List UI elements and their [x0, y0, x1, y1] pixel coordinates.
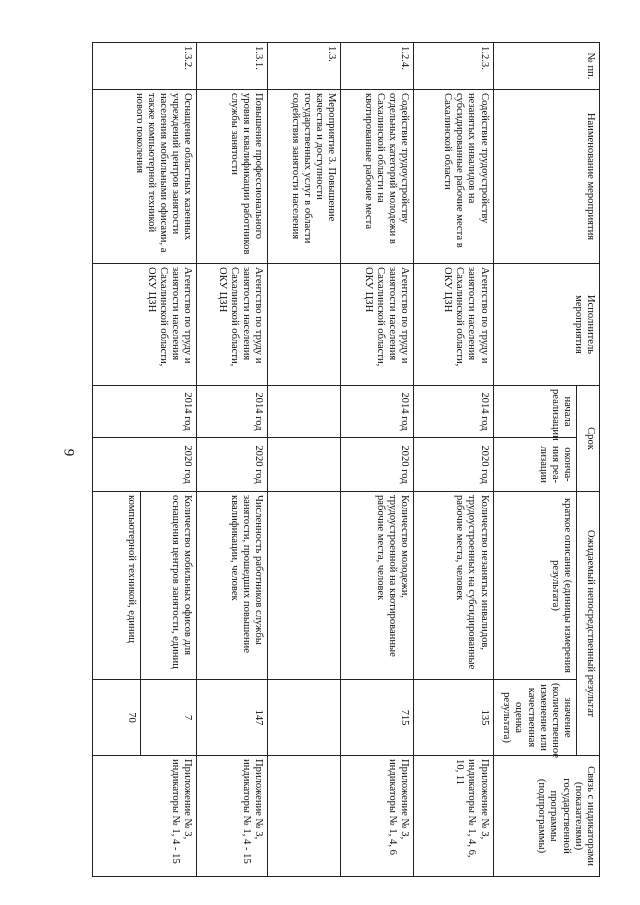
rotated-page: [92, 42, 600, 876]
row-link: [268, 756, 341, 877]
row-name: Оснащение областных казенных учреждений центров занятости населения мобильными офисами, а также компьютерной техникой нового поколения: [93, 90, 197, 264]
header-term-end: оконча-ния реа-лизации: [493, 438, 576, 492]
activities-table: [92, 42, 600, 877]
row-executor: Агентство по труду и занятости населения Сахалинской области, ОКУ ЦЗН: [197, 264, 268, 386]
row-value: 135: [414, 680, 493, 756]
row-end: [268, 438, 341, 492]
row-num: 1.2.3.: [414, 43, 493, 90]
header-result-desc: краткое описание (единицы измерения результата): [493, 492, 576, 680]
row-link: Приложение № 3, индикаторы № 1, 4, 6, 10, 11: [414, 756, 493, 877]
header-name: Наименование мероприятия: [493, 90, 599, 264]
row-name: Содействие трудоустройству отдельных категорий молодежи в Сахалинской области на квотированные рабочие места: [341, 90, 414, 264]
header-num: № пп.: [493, 43, 599, 90]
row-desc: Количество мобильных офисов для оснащения центров занятости, единиц: [141, 492, 197, 680]
row-value-2: 70: [93, 680, 141, 756]
row-desc: Количество незанятых инвалидов, трудоустроенных на субсидированные рабочие места, человек: [414, 492, 493, 680]
row-start: 2014 год: [414, 386, 493, 438]
row-num: 1.3.: [268, 43, 341, 90]
row-executor: Агентство по труду и занятости населения Сахалинской области, ОКУ ЦЗН: [93, 264, 197, 386]
row-end: 2020 год: [414, 438, 493, 492]
row-name: Мероприятие 3. Повышение качества и доступности государственных услуг в области содействия занятости населения: [268, 90, 341, 264]
row-start: [268, 386, 341, 438]
row-end: 2020 год: [93, 438, 197, 492]
header-result: Ожидаемый непосредственный результат: [577, 492, 600, 756]
page-number: 9: [60, 448, 77, 457]
header-term: Срок: [577, 386, 600, 492]
row-value: 147: [197, 680, 268, 756]
row-link: Приложение № 3, индикаторы № 1, 4, 6: [341, 756, 414, 877]
row-num: 1.3.1.: [197, 43, 268, 90]
row-start: 2014 год: [197, 386, 268, 438]
row-name: Повышение профессионального уровня и квалификации работников службы занятости: [197, 90, 268, 264]
row-value: [268, 680, 341, 756]
table-row: [268, 43, 341, 877]
row-name: Содействие трудоустройству незанятых инвалидов на субсидированные рабочие места в Сахалинской области: [414, 90, 493, 264]
row-executor: Агентство по труду и занятости населения Сахалинской области, ОКУ ЦЗН: [341, 264, 414, 386]
row-desc: [268, 492, 341, 680]
row-desc: Количество молодежи, трудоустроенной на квотированные рабочие места, человек: [341, 492, 414, 680]
row-desc-2: компьютерной техникой, единиц: [93, 492, 141, 680]
row-value: 715: [341, 680, 414, 756]
row-start: 2014 год: [341, 386, 414, 438]
row-end: 2020 год: [197, 438, 268, 492]
row-link: Приложение № 3, индикаторы № 1, 4 - 15: [197, 756, 268, 877]
header-executor: Исполнитель мероприятия: [493, 264, 599, 386]
row-executor: [268, 264, 341, 386]
row-desc: Численность работников службы занятости, прошедших повышение квалификации, человек: [197, 492, 268, 680]
header-link: Связь с индикаторами (показателями) государственной программы (подпрограммы): [493, 756, 599, 877]
table-row: [414, 43, 493, 877]
row-executor: Агентство по труду и занятости населения Сахалинской области, ОКУ ЦЗН: [414, 264, 493, 386]
row-num: 1.2.4.: [341, 43, 414, 90]
header-result-value: значение (количественное изменение или качественная оценка результата): [493, 680, 576, 756]
row-end: 2020 год: [341, 438, 414, 492]
row-link: Приложение № 3, индикаторы № 1, 4 - 15: [93, 756, 197, 877]
row-num: 1.3.2.: [93, 43, 197, 90]
row-value: 7: [141, 680, 197, 756]
table-row: [141, 43, 197, 877]
row-start: 2014 год: [93, 386, 197, 438]
table-row: [341, 43, 414, 877]
table-row: [197, 43, 268, 877]
header-term-start: начала реализации: [493, 386, 576, 438]
